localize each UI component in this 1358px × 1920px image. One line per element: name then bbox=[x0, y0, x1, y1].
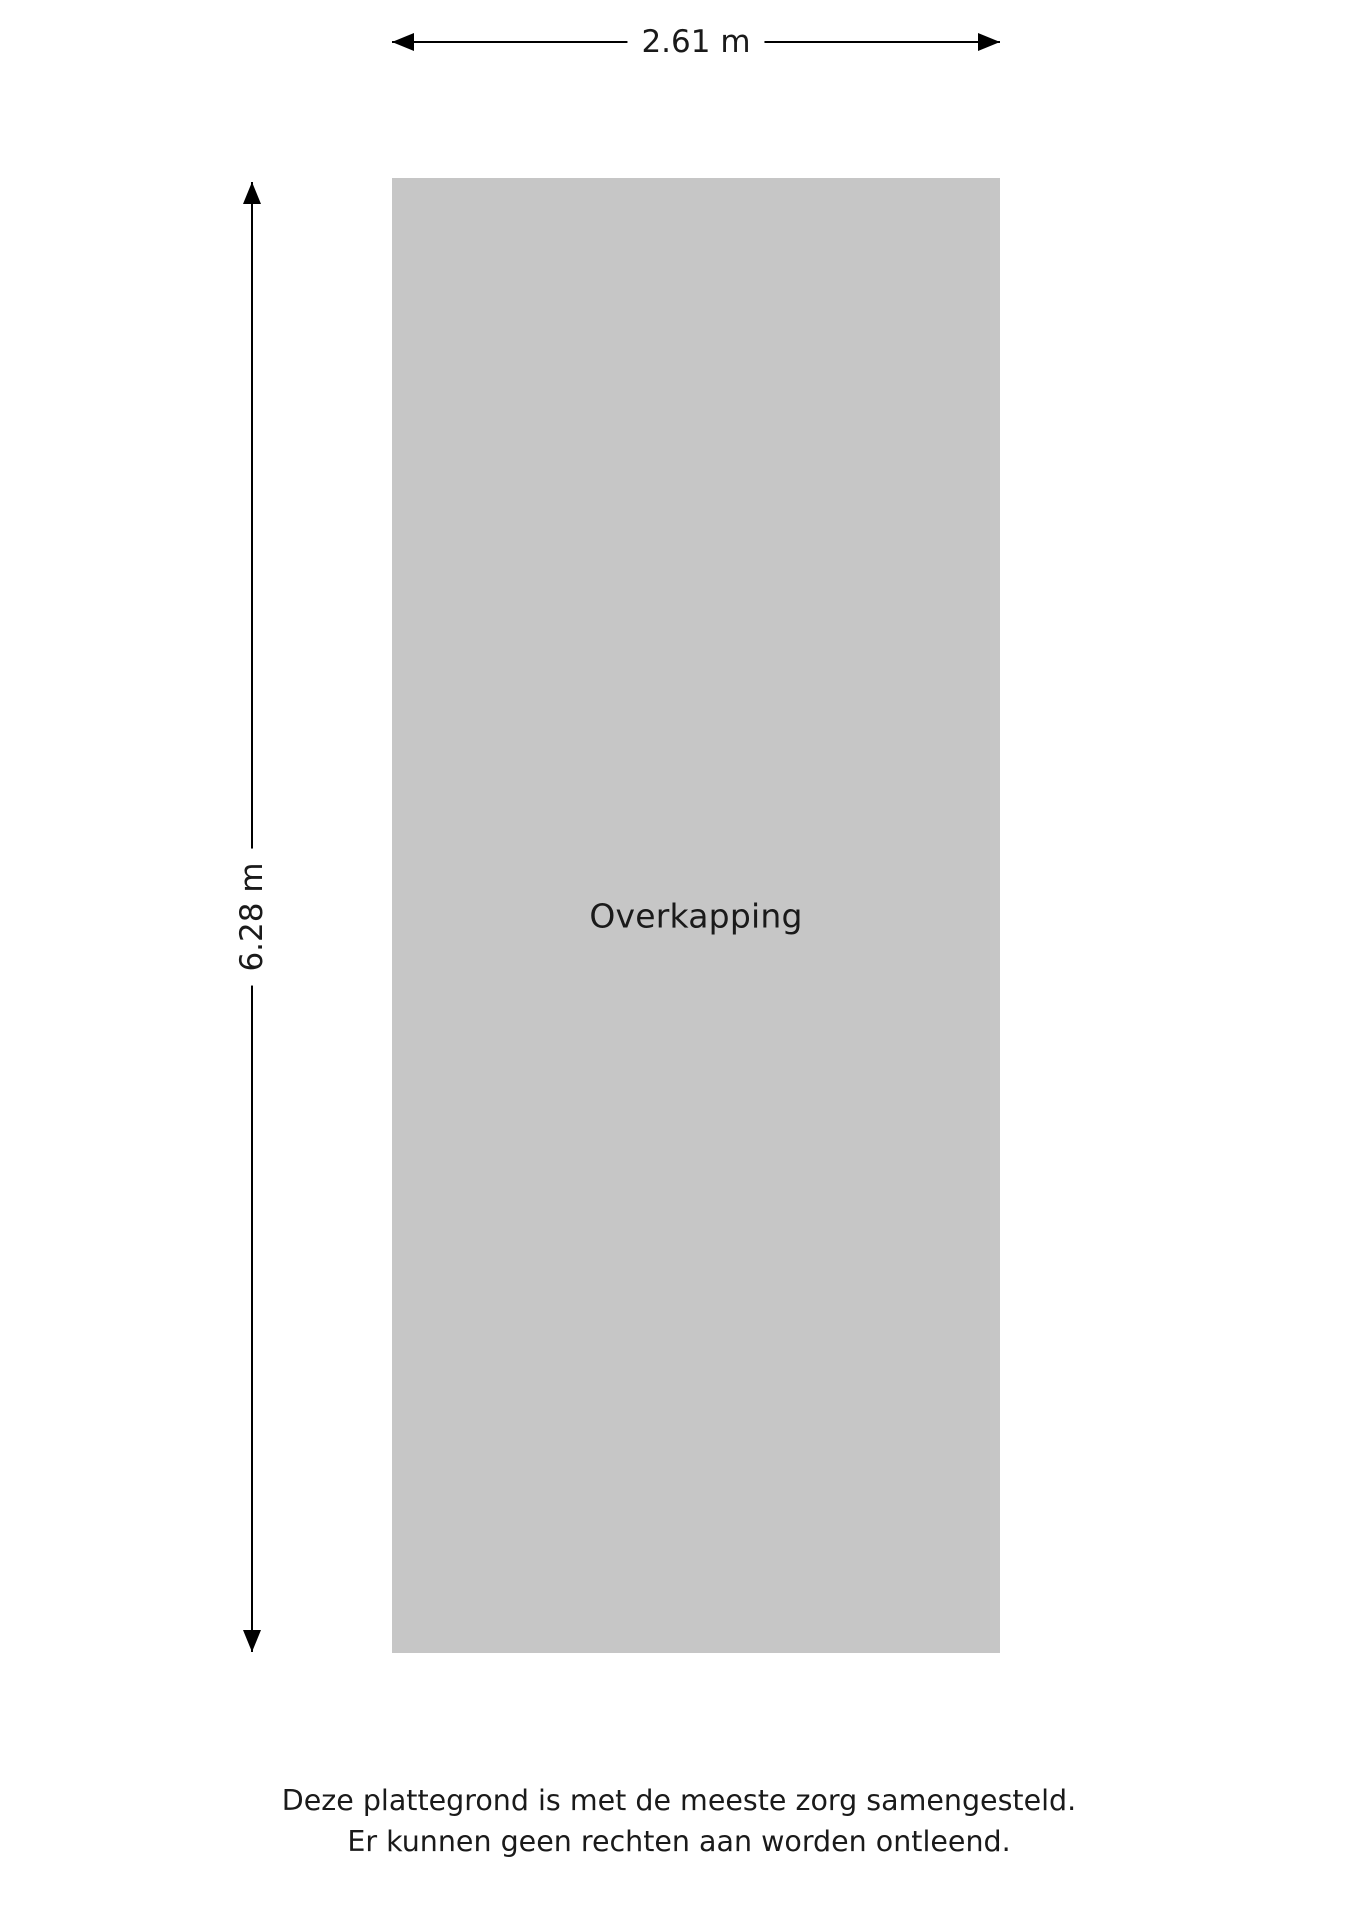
disclaimer bbox=[0, 1780, 1358, 1862]
height-dimension bbox=[232, 182, 272, 1652]
arrow-right-icon bbox=[978, 33, 1000, 51]
arrow-left-icon bbox=[392, 33, 414, 51]
disclaimer-line-1: Deze plattegrond is met de meeste zorg samengesteld. bbox=[281, 1784, 1077, 1817]
width-dimension-label: 2.61 m bbox=[627, 22, 764, 62]
arrow-up-icon bbox=[243, 182, 261, 204]
width-dimension bbox=[392, 22, 1000, 62]
room-shape-overkapping bbox=[392, 178, 1000, 1653]
arrow-down-icon bbox=[243, 1630, 261, 1652]
room-label: Overkapping bbox=[589, 896, 803, 935]
disclaimer-line-2: Er kunnen geen rechten aan worden ontleend. bbox=[347, 1825, 1011, 1858]
height-dimension-label: 6.28 m bbox=[232, 848, 272, 985]
